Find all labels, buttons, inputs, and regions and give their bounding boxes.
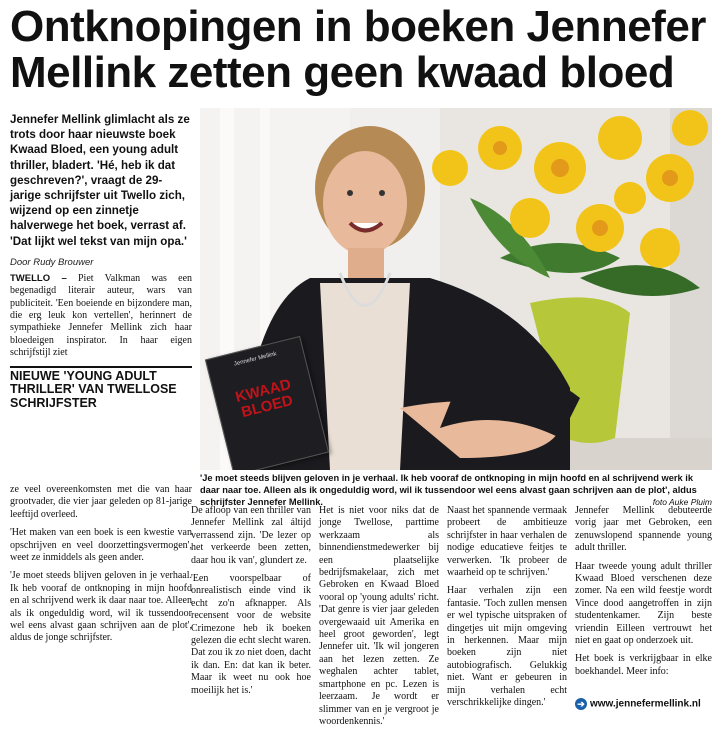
column-2 [191, 505, 311, 703]
col1-text-1: Piet Valkman was een begenadigd literair auteur, wars van publiciteit. 'Een boeiende en bijzondere man, die erg leuk kon vertellen', herinnert de sympathieke Jennefer Mellink zich haar bloedeigen inspirator. In haar eigen schrijfstijl ziet [10, 272, 193, 359]
col1-text-2: ze veel overeenkomsten met die van haar grootvader, die vier jaar geleden op 81-jarige leeftijd overleed. [10, 484, 192, 520]
subhead-box [10, 366, 192, 411]
col4-text-2: Haar verhalen zijn een fantasie. 'Toch zullen mensen er wel typische uitspraken of dingetjes uit mijn omgeving in herkennen. Maar mijn boeken zijn niet autobiografisch. Gelukkig niet. Want er gebeuren in mijn verhalen echt verschrikkelijke dingen.' [447, 585, 567, 709]
dateline: TWELLO – [10, 272, 67, 284]
col5-text-2: Haar tweede young adult thriller Kwaad Bloed verschenen deze zomer. Na een wild feestje wordt Vince dood aangetroffen in zijn studentenkamer. Zijn beste vriendin Eilleen vertrouwt het niet en gaat op onderzoek uit. [575, 560, 712, 647]
book-title: KWAAD BLOED [233, 375, 295, 422]
book-author: Jennefer Mellink [233, 351, 278, 368]
photo-credit: foto Auke Pluim [652, 497, 712, 507]
left-column-continued [10, 484, 192, 651]
article-photo [200, 108, 712, 470]
website-url[interactable]: www.jennefermellink.nl [590, 698, 701, 710]
photo-caption [200, 472, 712, 508]
headline [10, 4, 710, 96]
headline-line-2: Mellink zetten geen kwaad bloed [10, 48, 675, 97]
arrow-icon: ➔ [575, 698, 587, 710]
body-paragraph [10, 273, 192, 360]
intro-paragraph: Jennefer Mellink glimlacht als ze trots door haar nieuwste boek Kwaad Bloed, een young adult thriller, bladert. 'Hé, heb ik dat geschreven?', vraagt de 29-jarige schrijfster uit Twello zich, wijzend op een zinnetje halverwege het boek, verrast af. 'Dat lijkt wel tekst van mijn opa.' [10, 113, 190, 248]
col5-text-3: Het boek is verkrijgbaar in elke boekhandel. Meer info: [575, 653, 712, 677]
subhead: NIEUWE 'YOUNG ADULT THRILLER' VAN TWELLOSE SCHRIJFSTER [10, 368, 177, 410]
col2-text-1: De afloop van een thriller van Jennefer Mellink zal áltijd verrassend zijn. 'De lezer op het verkeerde been zetten, daar hou ik van', glundert ze. [191, 505, 311, 566]
col1-text-4: 'Je moet steeds blijven geloven in je verhaal. Ik heb vooraf de ontknoping in mijn hoofd en al schrijvend werk ik daar naar toe. Alleen als ik ongeduldig word, wil ik tussendoor wel eens alvast gaan schrijven aan de plot', aldus de jonge schrijfster. [10, 570, 192, 644]
col5-text-1: Jennefer Mellink debuteerde vorig jaar met Gebroken, een zenuwslopend spannende young adult thriller. [575, 505, 712, 554]
col4-text-1: Naast het spannende vermaak probeert de ambitieuze schrijfster in haar verhalen de nodige educatieve feitjes te verwerken. 'Ik probeer de waarheid op te schrijven.' [447, 505, 567, 579]
byline: Door Rudy Brouwer [10, 256, 94, 268]
column-5 [575, 505, 712, 684]
col2-text-2: 'Een voorspelbaar of onrealistisch einde vind ik echt zo'n afknapper. Als recensent voor de website Crimezone heb ik boeken gelezen die echt slecht waren. Dat zou ik zo niet doen, dacht ik dan. En: dat kan ik beter. Maar ik weet nu ook hoe moeilijk het is.' [191, 573, 311, 696]
col3-text-1: Het is niet voor niks dat de jonge Twellose, parttime werkzaam als binnendienstmedewerker bij een plaatselijke bedrijfsmakelaar, zich met Gebroken en Kwaad Bloed vooral op 'young adults' richt. 'Dat genre is vier jaar geleden overgewaaid uit Amerika en heel groot geworden', legt Jennefer uit. 'Ik wil jongeren aan het lezen zetten. Ze weghalen achter tablet, smartphone en pc. Lezen is leerzaam. Je wordt er slimmer van en je vergroot je woordenkennis.' [319, 505, 439, 727]
website-link[interactable] [575, 698, 715, 710]
caption-text: 'Je moet steeds blijven geloven in je verhaal. Ik heb vooraf de ontknoping in mijn hoofd en al schrijvend werk ik daar naar toe. Alleen als ik ongeduldig word, wil ik tussendoor wel eens alvast gaan schrijven aan de plot', aldus schrijfster Jennefer Mellink. [200, 473, 697, 507]
column-4 [447, 505, 567, 716]
headline-line-1: Ontknopingen in boeken Jennefer [10, 2, 706, 51]
col1-text-3: 'Het maken van een boek is een kwestie van opschrijven en veel doorzettingsvermogen', weet ze inmiddels als geen ander. [10, 527, 192, 564]
left-column [10, 112, 192, 410]
column-3 [319, 505, 439, 734]
